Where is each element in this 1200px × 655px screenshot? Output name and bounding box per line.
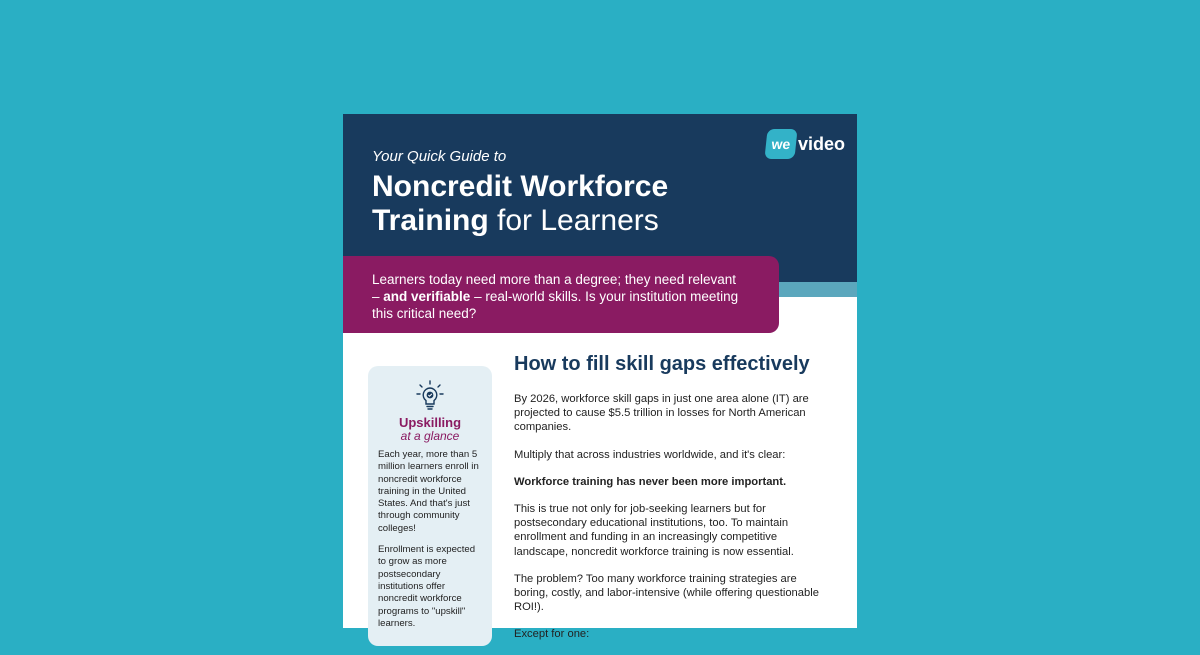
title-line2-light: for Learners: [488, 204, 659, 237]
wevideo-logo: [766, 128, 845, 160]
title-line1: Noncredit Workforce: [372, 170, 669, 203]
document-page: [343, 114, 857, 641]
section-heading: How to fill skill gaps effectively: [514, 353, 810, 375]
logo-badge: we: [764, 129, 797, 159]
paragraph-1: By 2026, workforce skill gaps in just one area alone (IT) are projected to cause $5.5 trillion in losses for North American companies.: [514, 393, 809, 434]
intro-text-2: –: [372, 289, 384, 304]
document-title: [372, 170, 772, 238]
logo-wordmark: video: [798, 133, 846, 154]
paragraph-3-bold: Workforce training has never been more important.: [514, 475, 787, 488]
sidebar-paragraph-2: Enrollment is expected to grow as more postsecondary institutions offer noncredit workforce programs to "upskill" learners.: [378, 544, 476, 629]
paragraph-2: Multiply that across industries worldwide, and it's clear:: [514, 448, 786, 461]
paragraph-6: Except for one:: [514, 628, 590, 641]
intro-callout: [343, 256, 779, 333]
paragraph-5: The problem? Too many workforce training strategies are boring, costly, and labor-intensive (while offering questionable ROI!).: [514, 572, 819, 614]
intro-text-bold: and verifiable: [383, 289, 471, 304]
main-content: [514, 350, 834, 655]
intro-text-4: – real-world skills. Is your institution meeting this critical need?: [372, 289, 739, 321]
sidebar-title: Upskilling: [398, 415, 462, 430]
upskilling-sidebar: [368, 366, 492, 646]
paragraph-4: This is true not only for job-seeking learners but for postsecondary educational institutions, too. To maintain enrollment and funding in an increasingly competitive landscape, noncredit workforce training is now essential.: [514, 503, 794, 558]
sidebar-paragraph-1: Each year, more than 5 million learners enroll in noncredit workforce training in the United States. And that's just through community colleges!: [378, 449, 479, 534]
sidebar-subtitle: at a glance: [400, 429, 460, 443]
intro-text-1: Learners today need more than a degree; they need relevant: [372, 272, 736, 287]
title-line2-bold: Training: [372, 204, 489, 237]
header-kicker: Your Quick Guide to: [372, 148, 507, 165]
lightbulb-check-icon: [416, 380, 444, 410]
